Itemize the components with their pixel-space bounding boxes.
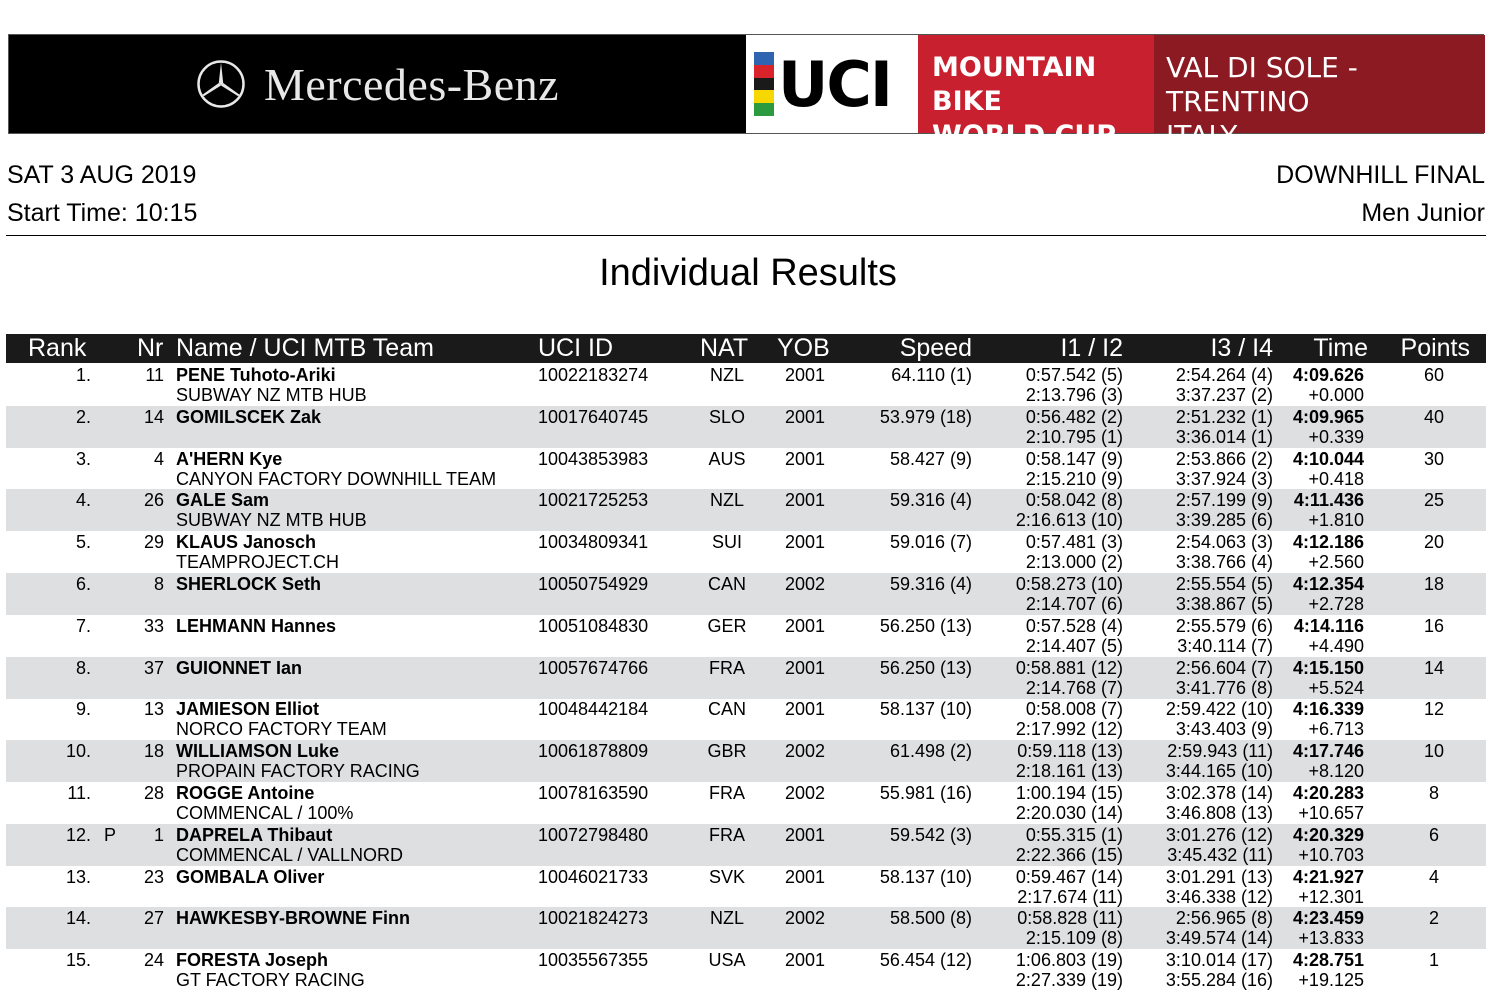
points: 14 (1423, 657, 1445, 678)
split-i4: 3:37.237 (2) (1175, 385, 1273, 405)
row-rank: 8. (75, 657, 91, 678)
time-gap: +19.125 (1298, 970, 1364, 991)
row-nr: 28 (143, 783, 164, 803)
row-nr: 13 (143, 699, 164, 720)
table-row (6, 489, 1486, 531)
row-rank: 10. (65, 741, 91, 762)
venue-line2: ITALY (1166, 119, 1238, 152)
split-i2: 2:27.339 (19) (1015, 970, 1123, 991)
split-i1: 0:59.467 (14) (1015, 866, 1123, 887)
row-nr: 14 (143, 406, 164, 427)
split-i3: 3:01.276 (12) (1165, 824, 1273, 845)
mercedes-benz-logo (9, 35, 746, 133)
nationality: GER (707, 615, 747, 636)
table-row (6, 406, 1486, 448)
finish-time: 4:14.116 (1293, 615, 1364, 636)
speed: 55.981 (16) (879, 783, 972, 803)
split-i1: 0:58.828 (11) (1017, 908, 1123, 929)
table-row (6, 866, 1486, 908)
split-i3: 2:55.579 (6) (1175, 615, 1273, 636)
split-i1: 0:59.118 (13) (1017, 741, 1123, 762)
row-rank: 13. (65, 866, 91, 887)
rider-name: PENE Tuhoto-Ariki (176, 365, 336, 385)
year-of-birth: 2001 (784, 532, 826, 553)
row-rank: 7. (75, 615, 91, 636)
table-row (6, 782, 1486, 824)
uci-id: 10061878809 (538, 741, 649, 762)
race-date: SAT 3 AUG 2019 (7, 161, 197, 189)
uci-id: 10022183274 (538, 365, 649, 385)
year-of-birth: 2001 (784, 699, 826, 720)
rider-name: ROGGE Antoine (176, 783, 315, 803)
category: Men Junior (1361, 199, 1485, 227)
nationality: NZL (709, 908, 744, 929)
mercedes-star-icon (196, 59, 246, 109)
split-i4: 3:45.432 (11) (1167, 844, 1273, 865)
split-i3: 2:53.866 (2) (1175, 448, 1273, 469)
sponsor-banner (8, 34, 1484, 152)
split-i4: 3:36.014 (1) (1175, 426, 1273, 447)
split-i4: 3:43.403 (9) (1175, 719, 1273, 740)
nationality: CAN (707, 699, 746, 720)
finish-time: 4:20.283 (1292, 783, 1364, 803)
split-i2: 2:17.674 (11) (1017, 886, 1123, 907)
col-i3-i4: I3 / I4 (1210, 334, 1273, 362)
rider-name: GOMILSCEK Zak (176, 406, 322, 427)
uci-id: 10043853983 (538, 448, 649, 469)
split-i3: 3:10.014 (17) (1165, 950, 1273, 971)
finish-time: 4:23.459 (1292, 908, 1364, 929)
split-i2: 2:18.161 (13) (1015, 761, 1123, 782)
nationality: SUI (711, 532, 742, 553)
nationality: CAN (707, 574, 746, 594)
points: 60 (1423, 365, 1445, 385)
time-gap: +0.339 (1308, 426, 1364, 447)
table-row (6, 364, 1486, 406)
points: 30 (1423, 448, 1445, 469)
speed: 58.500 (8) (889, 908, 972, 929)
points: 25 (1423, 490, 1445, 511)
time-gap: +10.657 (1298, 803, 1364, 823)
row-rank: 6. (75, 574, 91, 594)
points: 40 (1423, 406, 1445, 427)
speed: 59.542 (3) (889, 824, 972, 845)
uci-id: 10057674766 (538, 657, 649, 678)
row-rank: 1. (75, 365, 91, 385)
table-row (6, 824, 1486, 866)
time-gap: +6.713 (1308, 719, 1364, 740)
row-nr: 26 (143, 490, 164, 511)
row-rank: 12. (65, 824, 91, 845)
split-i3: 2:51.232 (1) (1175, 406, 1273, 427)
year-of-birth: 2002 (784, 574, 826, 594)
rider-name: LEHMANN Hannes (176, 615, 337, 636)
split-i3: 2:57.199 (9) (1175, 490, 1273, 511)
rider-name: A'HERN Kye (176, 448, 283, 469)
split-i1: 0:58.273 (10) (1015, 574, 1123, 594)
uci-logo (746, 35, 918, 133)
nationality: GBR (707, 741, 747, 762)
split-i3: 2:56.604 (7) (1175, 657, 1273, 678)
uci-id: 10051084830 (538, 615, 649, 636)
rider-team: TEAMPROJECT.CH (176, 552, 340, 573)
points: 4 (1428, 866, 1439, 887)
split-i2: 2:14.768 (7) (1025, 677, 1123, 698)
row-rank: 4. (75, 490, 91, 511)
nationality: NZL (709, 490, 744, 511)
row-rank: 2. (75, 406, 91, 427)
split-i3: 3:01.291 (13) (1165, 866, 1273, 887)
sponsor-name: Mercedes-Benz (263, 58, 560, 110)
year-of-birth: 2002 (784, 783, 826, 803)
speed: 53.979 (18) (879, 406, 972, 427)
row-rank: 15. (65, 950, 91, 971)
year-of-birth: 2001 (784, 657, 826, 678)
rainbow-stripes-icon (754, 52, 774, 116)
row-rank: 11. (67, 783, 91, 803)
row-nr: 1 (153, 824, 164, 845)
finish-time: 4:15.150 (1292, 657, 1364, 678)
row-nr: 29 (143, 532, 164, 553)
rider-name: DAPRELA Thibaut (176, 824, 333, 845)
split-i1: 0:57.481 (3) (1025, 532, 1123, 553)
split-i4: 3:44.165 (10) (1165, 761, 1273, 782)
points: 2 (1428, 908, 1439, 929)
points: 8 (1428, 783, 1439, 803)
header-divider (6, 235, 1486, 236)
col-uci-id: UCI ID (538, 334, 613, 362)
speed: 58.137 (10) (879, 699, 972, 720)
points: 18 (1423, 574, 1445, 594)
speed: 56.454 (12) (879, 950, 972, 971)
uci-id: 10021824273 (538, 908, 649, 929)
year-of-birth: 2002 (784, 741, 826, 762)
nationality: NZL (709, 365, 744, 385)
series-name (918, 35, 1154, 151)
split-i4: 3:46.808 (13) (1165, 803, 1273, 823)
split-i1: 0:58.008 (7) (1025, 699, 1123, 720)
split-i4: 3:37.924 (3) (1175, 468, 1273, 489)
table-row (6, 698, 1486, 740)
split-i4: 3:38.867 (5) (1175, 594, 1273, 614)
year-of-birth: 2001 (784, 448, 826, 469)
row-rank: 5. (75, 532, 91, 553)
time-gap: +0.418 (1308, 468, 1364, 489)
time-gap: +2.728 (1308, 594, 1364, 614)
uci-id: 10021725253 (538, 490, 649, 511)
finish-time: 4:12.186 (1292, 532, 1364, 553)
rider-team: COMMENCAL / VALLNORD (176, 844, 404, 865)
finish-time: 4:11.436 (1293, 490, 1364, 511)
table-row (6, 907, 1486, 949)
split-i2: 2:13.000 (2) (1025, 552, 1123, 573)
rider-name: WILLIAMSON Luke (176, 741, 339, 762)
series-line2: WORLD CUP (932, 120, 1117, 151)
time-gap: +13.833 (1298, 928, 1364, 949)
uci-id: 10078163590 (538, 783, 649, 803)
rider-name: KLAUS Janosch (176, 532, 317, 553)
uci-id: 10048442184 (538, 699, 649, 720)
speed: 59.016 (7) (889, 532, 972, 553)
event-name: DOWNHILL FINAL (1276, 161, 1485, 189)
rider-name: HAWKESBY-BROWNE Finn (176, 908, 410, 929)
row-nr: 11 (145, 365, 164, 385)
col-rank: Rank (28, 334, 87, 362)
split-i3: 2:59.422 (10) (1165, 699, 1273, 720)
finish-time: 4:28.751 (1292, 950, 1364, 971)
venue (1154, 35, 1485, 152)
split-i3: 2:59.943 (11) (1167, 741, 1273, 762)
speed: 59.316 (4) (889, 574, 972, 594)
speed: 64.110 (1) (891, 365, 972, 385)
row-rank: 9. (75, 699, 91, 720)
finish-time: 4:16.339 (1292, 699, 1364, 720)
split-i3: 2:55.554 (5) (1175, 574, 1273, 594)
split-i1: 0:55.315 (1) (1025, 824, 1123, 845)
uci-id: 10017640745 (538, 406, 649, 427)
time-gap: +12.301 (1298, 886, 1364, 907)
time-gap: +4.490 (1308, 635, 1364, 656)
row-nr: 27 (143, 908, 164, 929)
split-i4: 3:55.284 (16) (1165, 970, 1273, 991)
col-yob: YOB (777, 334, 830, 362)
finish-time: 4:09.626 (1292, 365, 1364, 385)
points: 10 (1423, 741, 1445, 762)
row-nr: 23 (143, 866, 164, 887)
finish-time: 4:21.927 (1292, 866, 1364, 887)
row-nr: 8 (153, 574, 164, 594)
rider-team: COMMENCAL / 100% (176, 803, 354, 823)
uci-id: 10035567355 (538, 950, 649, 971)
split-i2: 2:16.613 (10) (1015, 510, 1123, 531)
split-i2: 2:17.992 (12) (1015, 719, 1123, 740)
results-table-header (6, 334, 1486, 363)
nationality: SVK (708, 866, 746, 887)
series-line1: MOUNTAIN BIKE (932, 52, 1097, 117)
rider-name: GOMBALA Oliver (176, 866, 325, 887)
row-nr: 4 (153, 448, 164, 469)
col-speed: Speed (899, 334, 972, 362)
split-i4: 3:38.766 (4) (1175, 552, 1273, 573)
time-gap: +0.000 (1308, 385, 1364, 405)
finish-time: 4:12.354 (1292, 574, 1364, 594)
table-row (6, 573, 1486, 615)
year-of-birth: 2001 (784, 490, 826, 511)
points: 12 (1423, 699, 1445, 720)
rider-team: NORCO FACTORY TEAM (176, 719, 387, 740)
rider-team: PROPAIN FACTORY RACING (176, 761, 420, 782)
speed: 61.498 (2) (889, 741, 972, 762)
nationality: FRA (709, 783, 745, 803)
nationality: USA (708, 950, 746, 971)
time-gap: +8.120 (1308, 761, 1364, 782)
year-of-birth: 2001 (784, 950, 826, 971)
split-i2: 2:14.407 (5) (1025, 635, 1123, 656)
rider-team: GT FACTORY RACING (176, 970, 365, 991)
finish-time: 4:17.746 (1292, 741, 1364, 762)
table-row (6, 615, 1486, 657)
split-i2: 2:15.109 (8) (1025, 928, 1123, 949)
page-title: Individual Results (599, 252, 897, 294)
year-of-birth: 2001 (784, 866, 826, 887)
split-i2: 2:20.030 (14) (1015, 803, 1123, 823)
row-rank: 14. (65, 908, 91, 929)
nationality: FRA (709, 824, 745, 845)
split-i3: 2:54.264 (4) (1175, 365, 1273, 385)
rider-name: GUIONNET Ian (176, 657, 303, 678)
year-of-birth: 2001 (784, 824, 826, 845)
split-i1: 1:00.194 (15) (1015, 783, 1123, 803)
row-rank: 3. (75, 448, 91, 469)
rider-team: SUBWAY NZ MTB HUB (176, 385, 367, 405)
uci-id: 10046021733 (538, 866, 649, 887)
start-time: Start Time: 10:15 (7, 199, 198, 227)
points: 16 (1423, 615, 1445, 636)
col-nat: NAT (700, 334, 749, 362)
uci-id: 10034809341 (538, 532, 649, 553)
speed: 58.137 (10) (879, 866, 972, 887)
time-gap: +2.560 (1308, 552, 1364, 573)
year-of-birth: 2002 (784, 908, 826, 929)
finish-time: 4:09.965 (1292, 406, 1364, 427)
finish-time: 4:10.044 (1292, 448, 1364, 469)
split-i2: 2:15.210 (9) (1025, 468, 1123, 489)
rider-name: JAMIESON Elliot (176, 699, 320, 720)
rider-name: FORESTA Joseph (176, 950, 329, 971)
uci-id: 10050754929 (538, 574, 649, 594)
split-i4: 3:49.574 (14) (1165, 928, 1273, 949)
rider-name: GALE Sam (176, 490, 270, 511)
row-nr: 24 (143, 950, 164, 971)
points: 1 (1428, 950, 1439, 971)
time-gap: +1.810 (1308, 510, 1364, 531)
split-i1: 0:56.482 (2) (1025, 406, 1123, 427)
split-i2: 2:10.795 (1) (1025, 426, 1123, 447)
split-i1: 0:57.542 (5) (1025, 365, 1123, 385)
split-i2: 2:22.366 (15) (1015, 844, 1123, 865)
split-i3: 2:56.965 (8) (1175, 908, 1273, 929)
points: 6 (1428, 824, 1439, 845)
table-row (6, 949, 1486, 991)
col-nr: Nr (137, 334, 164, 362)
uci-id: 10072798480 (538, 824, 649, 845)
split-i1: 0:57.528 (4) (1025, 615, 1123, 636)
split-i3: 3:02.378 (14) (1165, 783, 1273, 803)
nationality: AUS (708, 448, 746, 469)
table-row (6, 531, 1486, 573)
split-i3: 2:54.063 (3) (1175, 532, 1273, 553)
row-nr: 18 (143, 741, 164, 762)
split-i2: 2:13.796 (3) (1025, 385, 1123, 405)
split-i2: 2:14.707 (6) (1025, 594, 1123, 614)
col-points: Points (1400, 334, 1470, 362)
time-gap: +5.524 (1308, 677, 1364, 698)
points: 20 (1423, 532, 1445, 553)
speed: 56.250 (13) (879, 615, 972, 636)
col-name: Name / UCI MTB Team (176, 334, 434, 362)
col-i1-i2: I1 / I2 (1060, 334, 1123, 362)
row-nr: 33 (143, 615, 164, 636)
speed: 56.250 (13) (879, 657, 972, 678)
year-of-birth: 2001 (784, 365, 826, 385)
split-i4: 3:41.776 (8) (1175, 677, 1273, 698)
rider-name: SHERLOCK Seth (176, 574, 322, 594)
split-i4: 3:46.338 (12) (1165, 886, 1273, 907)
split-i1: 0:58.881 (12) (1015, 657, 1123, 678)
col-time: Time (1313, 334, 1368, 362)
table-row (6, 740, 1486, 782)
speed: 58.427 (9) (889, 448, 972, 469)
finish-time: 4:20.329 (1292, 824, 1364, 845)
nationality: FRA (709, 657, 745, 678)
speed: 59.316 (4) (889, 490, 972, 511)
split-i4: 3:40.114 (7) (1177, 635, 1273, 656)
rider-team: CANYON FACTORY DOWNHILL TEAM (176, 468, 497, 489)
table-row (6, 657, 1486, 699)
year-of-birth: 2001 (784, 406, 826, 427)
split-i4: 3:39.285 (6) (1175, 510, 1273, 531)
year-of-birth: 2001 (784, 615, 826, 636)
split-i1: 0:58.042 (8) (1025, 490, 1123, 511)
venue-line1: VAL DI SOLE - TRENTINO (1166, 51, 1358, 118)
split-i1: 0:58.147 (9) (1025, 448, 1123, 469)
rider-team: SUBWAY NZ MTB HUB (176, 510, 367, 531)
time-gap: +10.703 (1298, 844, 1364, 865)
row-flag: P (104, 824, 117, 845)
table-row (6, 448, 1486, 490)
uci-wordmark: UCI (778, 47, 891, 121)
row-nr: 37 (143, 657, 164, 678)
split-i1: 1:06.803 (19) (1015, 950, 1123, 971)
nationality: SLO (708, 406, 746, 427)
